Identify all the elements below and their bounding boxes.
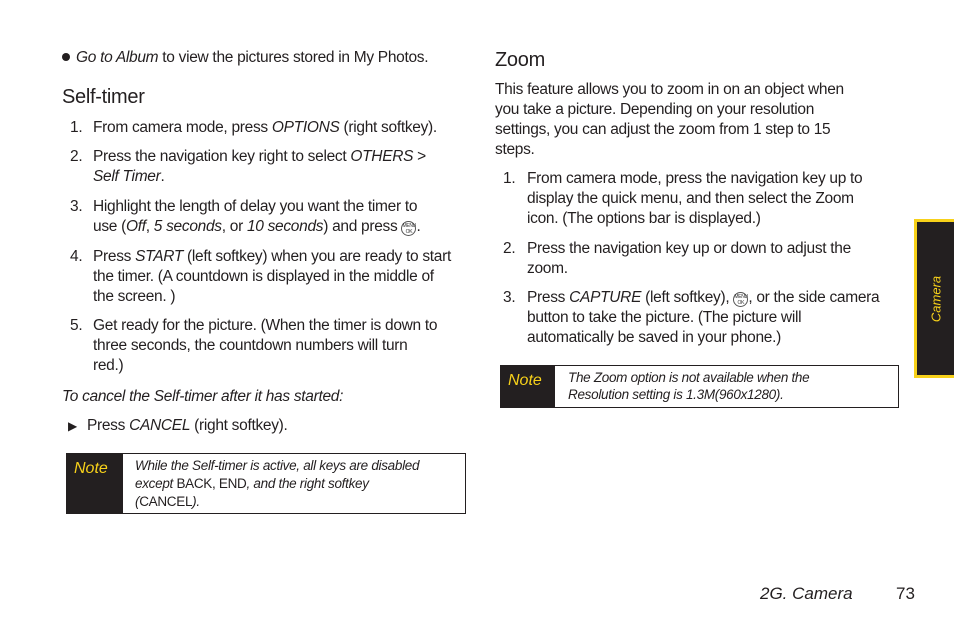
zoom-note: Note The Zoom option is not available when the Resolution setting is 1.3M(960x1280). [500, 365, 899, 408]
page-number: 73 [896, 584, 915, 603]
cancel-step: ▶ Press CANCEL (right softkey). [68, 417, 288, 434]
menu-ok-icon: MENU OK [402, 223, 416, 235]
cancel-subheading: To cancel the Self-timer after it has started: [62, 388, 344, 405]
bullet-dot [62, 53, 70, 61]
menu-ok-icon: MENU OK [734, 294, 748, 306]
section-tab: Camera [914, 219, 954, 378]
zoom-intro: This feature allows you to zoom in on an object when you take a picture. Depending on your resolution settings, you can adjust the zoom from 1 step to 15 steps. [495, 81, 844, 158]
note-label: Note [74, 460, 108, 477]
selftimer-note: Note While the Self-timer is active, all keys are disabled except BACK, END, and the right softkey (CANCEL). [66, 453, 466, 514]
footer-section: 2G. Camera [760, 584, 853, 603]
note-label: Note [508, 372, 542, 389]
zoom-heading: Zoom [495, 49, 545, 71]
selftimer-heading: Self-timer [62, 86, 145, 108]
arrow-icon: ▶ [68, 419, 77, 433]
album-bullet: Go to Album to view the pictures stored in My Photos. [62, 48, 428, 68]
